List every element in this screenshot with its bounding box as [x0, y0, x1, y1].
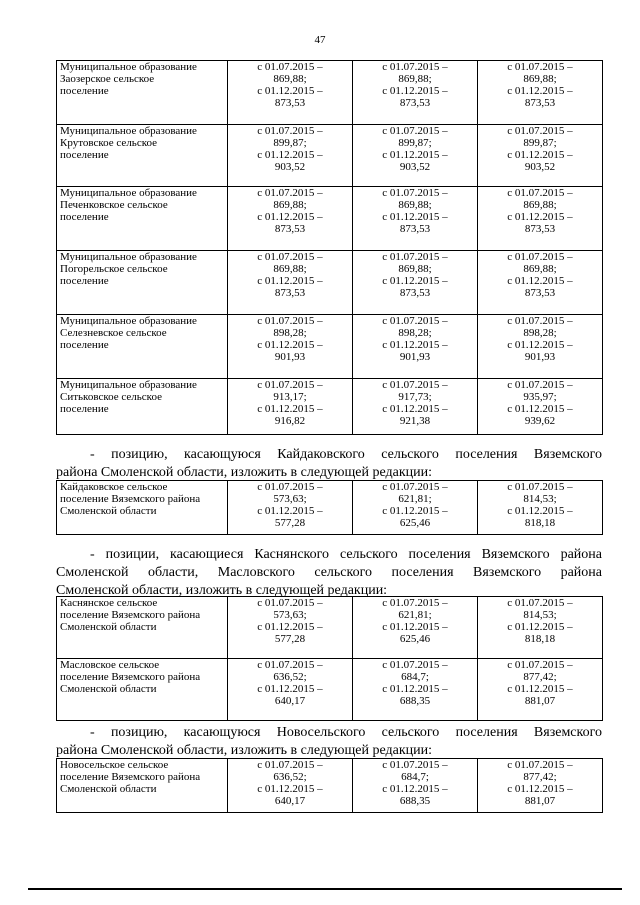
tariff-value-line: с 01.12.2015 – [507, 403, 573, 415]
tariff-value-cell [228, 61, 353, 125]
settlement-name-cell [57, 187, 228, 251]
settlement-name-line: Муниципальное образование [60, 61, 197, 73]
settlement-name-line: Печенковское сельское [60, 199, 168, 211]
tariff-value-line: 577,28 [274, 517, 306, 529]
paragraph-line: района Смоленской области, изложить в следующей редакции: [56, 743, 432, 758]
settlement-name-line: Новосельское сельское [60, 759, 169, 771]
tariff-value-line: 621,81; [398, 493, 432, 505]
tariff-value-line: с 01.07.2015 – [507, 125, 573, 137]
tariff-value-cell [353, 125, 478, 187]
tariff-value-cell [478, 251, 603, 315]
tariff-value-line: с 01.07.2015 – [257, 315, 323, 327]
settlement-name-line: Смоленской области [60, 783, 157, 795]
tariff-value-cell [478, 315, 603, 379]
tariff-value-line: с 01.07.2015 – [257, 759, 323, 771]
tariff-value-line: с 01.07.2015 – [507, 597, 573, 609]
tariff-value-line: 899,87; [523, 137, 557, 149]
tariff-value-line: с 01.12.2015 – [507, 683, 573, 695]
tariff-value-line: 903,52 [399, 161, 431, 173]
tariff-value-cell [353, 759, 478, 813]
settlement-name-line: Каснянское сельское [60, 597, 158, 609]
tariff-value-cell [353, 61, 478, 125]
tariff-value-line: с 01.12.2015 – [382, 505, 448, 517]
tariff-value-line: с 01.07.2015 – [257, 379, 323, 391]
tariff-value-line: с 01.07.2015 – [382, 251, 448, 263]
settlement-name-cell [57, 315, 228, 379]
settlement-name-line: поселение [60, 275, 109, 287]
tariff-value-line: с 01.12.2015 – [507, 275, 573, 287]
paragraph-novoselskoe [56, 724, 602, 760]
settlement-name-line: Масловское сельское [60, 659, 160, 671]
tariff-value-line: с 01.07.2015 – [382, 187, 448, 199]
tariff-value-line: с 01.07.2015 – [257, 659, 323, 671]
tariff-value-line: с 01.12.2015 – [382, 339, 448, 351]
table-row [57, 597, 603, 659]
table-row [57, 125, 603, 187]
tariff-value-line: 636,52; [273, 671, 307, 683]
settlement-name-line: Кайдаковское сельское [60, 481, 168, 493]
paragraph-line: - позицию, касающуюся Новосельского сельского поселения Вяземского [90, 725, 602, 740]
tariff-value-cell [228, 659, 353, 721]
tariff-value-line: 640,17 [274, 695, 306, 707]
tariff-table-3 [56, 596, 603, 721]
tariff-value-line: 898,28; [398, 327, 432, 339]
tariff-value-cell [478, 659, 603, 721]
tariff-value-line: с 01.12.2015 – [382, 621, 448, 633]
settlement-name-line: Муниципальное образование [60, 379, 197, 391]
tariff-value-cell [353, 251, 478, 315]
paragraph-kaidakovskoe [56, 446, 602, 482]
tariff-value-line: с 01.07.2015 – [382, 125, 448, 137]
tariff-value-line: с 01.07.2015 – [382, 315, 448, 327]
tariff-value-line: 688,35 [399, 695, 431, 707]
settlement-name-line: поселение [60, 149, 109, 161]
tariff-value-line: с 01.07.2015 – [382, 597, 448, 609]
tariff-value-line: 621,81; [398, 609, 432, 621]
tariff-value-line: с 01.07.2015 – [382, 379, 448, 391]
settlement-name-line: поселение [60, 85, 109, 97]
tariff-value-line: 869,88; [523, 73, 557, 85]
settlement-name-cell [57, 659, 228, 721]
tariff-value-line: с 01.12.2015 – [257, 783, 323, 795]
tariff-value-line: с 01.07.2015 – [257, 481, 323, 493]
tariff-value-line: с 01.12.2015 – [257, 211, 323, 223]
tariff-value-cell [478, 597, 603, 659]
tariff-value-line: 869,88; [398, 73, 432, 85]
tariff-value-line: с 01.07.2015 – [382, 61, 448, 73]
tariff-value-line: 903,52 [274, 161, 306, 173]
tariff-value-line: с 01.12.2015 – [382, 149, 448, 161]
settlement-name-line: Смоленской области [60, 505, 157, 517]
tariff-value-line: 881,07 [524, 795, 556, 807]
tariff-value-line: с 01.12.2015 – [507, 149, 573, 161]
settlement-name-line: Смоленской области [60, 683, 157, 695]
tariff-value-cell [228, 315, 353, 379]
settlement-name-line: поселение Вяземского района [60, 771, 201, 783]
tariff-value-line: с 01.07.2015 – [507, 659, 573, 671]
tariff-value-line: с 01.07.2015 – [507, 61, 573, 73]
tariff-value-line: 873,53 [274, 287, 306, 299]
tariff-value-line: 877,42; [523, 771, 557, 783]
tariff-value-cell [478, 125, 603, 187]
tariff-value-line: 873,53 [274, 223, 306, 235]
tariff-value-line: 917,73; [398, 391, 432, 403]
settlement-name-line: поселение [60, 211, 109, 223]
tariff-value-line: 881,07 [524, 695, 556, 707]
paragraph-line: Смоленской области, изложить в следующей редакции: [56, 583, 388, 598]
settlement-name-cell [57, 61, 228, 125]
tariff-value-line: с 01.12.2015 – [382, 85, 448, 97]
tariff-value-cell [228, 597, 353, 659]
tariff-value-line: с 01.07.2015 – [382, 481, 448, 493]
settlement-name-line: поселение Вяземского района [60, 671, 201, 683]
tariff-value-line: 577,28 [274, 633, 306, 645]
tariff-value-line: с 01.07.2015 – [507, 379, 573, 391]
tariff-value-line: с 01.12.2015 – [257, 339, 323, 351]
settlement-name-line: поселение [60, 403, 109, 415]
tariff-value-cell [353, 481, 478, 535]
tariff-value-line: 903,52 [524, 161, 556, 173]
tariff-value-line: 901,93 [524, 351, 556, 363]
tariff-value-line: 935,97; [523, 391, 557, 403]
tariff-value-line: с 01.07.2015 – [507, 187, 573, 199]
tariff-value-line: 873,53 [524, 97, 556, 109]
tariff-value-line: с 01.12.2015 – [507, 621, 573, 633]
tariff-value-line: 873,53 [524, 287, 556, 299]
settlement-name-cell [57, 481, 228, 535]
tariff-value-cell [478, 61, 603, 125]
tariff-value-cell [478, 759, 603, 813]
settlement-name-cell [57, 759, 228, 813]
tariff-value-line: с 01.07.2015 – [257, 597, 323, 609]
tariff-value-line: с 01.12.2015 – [507, 505, 573, 517]
footer-rule [28, 888, 622, 890]
settlement-name-line: Заозерское сельское [60, 73, 155, 85]
tariff-value-line: с 01.07.2015 – [507, 251, 573, 263]
tariff-value-line: с 01.07.2015 – [507, 315, 573, 327]
settlement-name-line: Погорельское сельское [60, 263, 168, 275]
tariff-value-line: 636,52; [273, 771, 307, 783]
settlement-name-cell [57, 251, 228, 315]
tariff-value-line: с 01.12.2015 – [382, 683, 448, 695]
tariff-value-line: 573,63; [273, 609, 307, 621]
settlement-name-line: Муниципальное образование [60, 315, 197, 327]
settlement-name-line: Муниципальное образование [60, 251, 197, 263]
settlement-name-cell [57, 379, 228, 435]
settlement-name-line: поселение [60, 339, 109, 351]
table-row [57, 315, 603, 379]
table-row [57, 659, 603, 721]
tariff-value-line: с 01.07.2015 – [257, 187, 323, 199]
tariff-value-line: 869,88; [523, 263, 557, 275]
tariff-table-body [57, 481, 603, 535]
tariff-value-line: 873,53 [399, 97, 431, 109]
tariff-value-line: с 01.12.2015 – [507, 339, 573, 351]
paragraph-line: Смоленской области, Масловского сельского поселения Вяземского района [56, 565, 602, 580]
tariff-value-line: с 01.07.2015 – [507, 481, 573, 493]
tariff-value-cell [353, 659, 478, 721]
tariff-value-cell [353, 597, 478, 659]
tariff-value-line: с 01.12.2015 – [257, 85, 323, 97]
tariff-value-line: 688,35 [399, 795, 431, 807]
tariff-value-line: 873,53 [274, 97, 306, 109]
tariff-value-cell [228, 481, 353, 535]
tariff-value-cell [478, 379, 603, 435]
tariff-table-1 [56, 60, 603, 435]
tariff-value-line: 869,88; [398, 199, 432, 211]
tariff-value-cell [353, 315, 478, 379]
tariff-value-line: с 01.07.2015 – [257, 61, 323, 73]
settlement-name-line: Крутовское сельское [60, 137, 158, 149]
tariff-value-line: с 01.12.2015 – [257, 275, 323, 287]
tariff-value-line: с 01.12.2015 – [257, 621, 323, 633]
tariff-value-cell [228, 187, 353, 251]
tariff-value-line: с 01.07.2015 – [382, 759, 448, 771]
tariff-value-line: 901,93 [274, 351, 306, 363]
paragraph-line: - позиции, касающиеся Каснянского сельского поселения Вяземского района [90, 547, 602, 562]
tariff-value-line: 869,88; [273, 73, 307, 85]
table-row [57, 251, 603, 315]
settlement-name-line: Смоленской области [60, 621, 157, 633]
tariff-value-line: с 01.12.2015 – [507, 211, 573, 223]
paragraph-line: - позицию, касающуюся Кайдаковского сельского поселения Вяземского [90, 447, 602, 462]
table-row [57, 379, 603, 435]
tariff-value-cell [353, 187, 478, 251]
tariff-table-2 [56, 480, 603, 535]
tariff-value-line: с 01.07.2015 – [257, 251, 323, 263]
tariff-value-line: 625,46 [399, 633, 431, 645]
tariff-value-line: с 01.12.2015 – [507, 783, 573, 795]
page-number: 47 [314, 34, 326, 46]
tariff-value-line: 899,87; [398, 137, 432, 149]
settlement-name-line: поселение Вяземского района [60, 493, 201, 505]
tariff-value-line: 625,46 [399, 517, 431, 529]
settlement-name-cell [57, 597, 228, 659]
tariff-value-line: 898,28; [523, 327, 557, 339]
tariff-value-line: с 01.12.2015 – [382, 275, 448, 287]
table-row [57, 187, 603, 251]
tariff-value-line: 814,53; [523, 609, 557, 621]
tariff-value-line: с 01.12.2015 – [257, 403, 323, 415]
tariff-value-cell [478, 187, 603, 251]
tariff-value-line: 640,17 [274, 795, 306, 807]
tariff-value-line: 873,53 [399, 223, 431, 235]
settlement-name-line: Муниципальное образование [60, 125, 197, 137]
tariff-value-line: 913,17; [273, 391, 307, 403]
settlement-name-line: Муниципальное образование [60, 187, 197, 199]
tariff-value-line: 684,7; [401, 671, 429, 683]
tariff-value-line: с 01.12.2015 – [382, 783, 448, 795]
tariff-value-line: 869,88; [398, 263, 432, 275]
tariff-value-line: с 01.12.2015 – [257, 683, 323, 695]
tariff-value-line: 869,88; [523, 199, 557, 211]
tariff-value-line: 814,53; [523, 493, 557, 505]
settlement-name-line: Селезневское сельское [60, 327, 167, 339]
tariff-value-cell [228, 379, 353, 435]
table-row [57, 759, 603, 813]
tariff-table-body [57, 759, 603, 813]
tariff-value-line: 921,38 [399, 415, 431, 427]
tariff-value-line: 916,82 [274, 415, 306, 427]
tariff-value-line: 873,53 [524, 223, 556, 235]
tariff-value-line: 939,62 [524, 415, 556, 427]
settlement-name-line: Ситьковское сельское [60, 391, 162, 403]
paragraph-kasnyanskoe-maslovskoe [56, 546, 602, 600]
tariff-value-line: 818,18 [524, 633, 556, 645]
tariff-value-cell [478, 481, 603, 535]
tariff-value-line: 869,88; [273, 263, 307, 275]
tariff-value-line: 573,63; [273, 493, 307, 505]
tariff-value-line: 877,42; [523, 671, 557, 683]
tariff-value-cell [228, 251, 353, 315]
tariff-value-line: 869,88; [273, 199, 307, 211]
tariff-value-line: с 01.07.2015 – [507, 759, 573, 771]
tariff-value-line: 873,53 [399, 287, 431, 299]
tariff-value-line: 898,28; [273, 327, 307, 339]
tariff-value-line: 901,93 [399, 351, 431, 363]
tariff-table-body [57, 597, 603, 721]
tariff-value-line: с 01.12.2015 – [257, 505, 323, 517]
paragraph-line: района Смоленской области, изложить в следующей редакции: [56, 465, 432, 480]
table-row [57, 61, 603, 125]
tariff-value-line: 684,7; [401, 771, 429, 783]
tariff-value-line: с 01.12.2015 – [382, 211, 448, 223]
tariff-value-line: с 01.12.2015 – [382, 403, 448, 415]
tariff-table-body [57, 61, 603, 435]
tariff-value-cell [228, 125, 353, 187]
tariff-value-line: 818,18 [524, 517, 556, 529]
tariff-value-line: с 01.12.2015 – [507, 85, 573, 97]
settlement-name-line: поселение Вяземского района [60, 609, 201, 621]
settlement-name-cell [57, 125, 228, 187]
tariff-value-cell [228, 759, 353, 813]
tariff-value-line: с 01.07.2015 – [257, 125, 323, 137]
tariff-value-line: с 01.07.2015 – [382, 659, 448, 671]
tariff-value-line: с 01.12.2015 – [257, 149, 323, 161]
table-row [57, 481, 603, 535]
tariff-value-line: 899,87; [273, 137, 307, 149]
tariff-value-cell [353, 379, 478, 435]
tariff-table-4 [56, 758, 603, 813]
